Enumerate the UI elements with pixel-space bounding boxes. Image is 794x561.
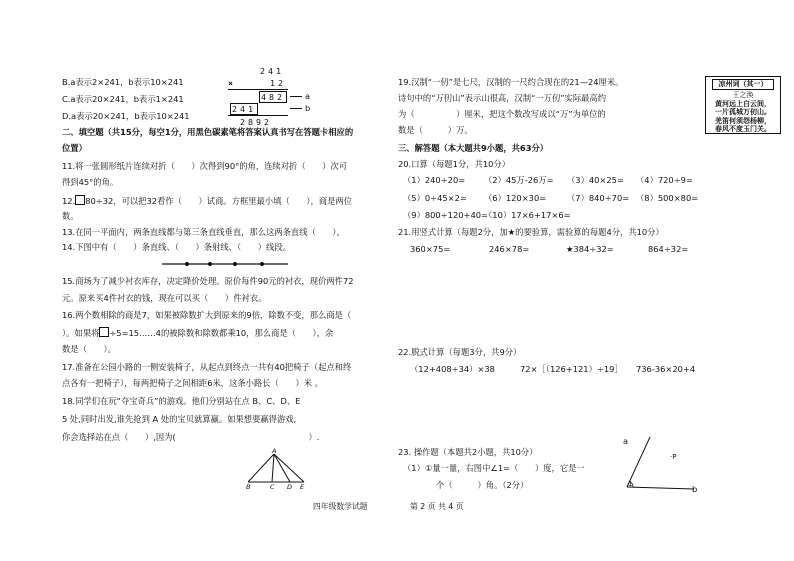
section-2-title: 二、填空题（共15分，每空1分，用黑色碳素笔将答案认真书写在答题卡相应的 — [62, 127, 354, 137]
blank-square-icon — [75, 195, 85, 205]
poem-line-4: 春风不度玉门关。 — [715, 125, 771, 134]
option-c: C.a表示20×241，b表示1×241 — [62, 94, 184, 104]
vertical-calc-1: 360×75= — [410, 244, 451, 254]
poem-line-1: 黄河远上白云间， — [715, 99, 771, 108]
calc-2: （2）45万-26万= — [484, 175, 554, 185]
point-b-label: B — [246, 483, 251, 491]
calc-6: （6）120×30= — [484, 193, 547, 203]
q17-line1: 17.准备在公园小路的一侧安装椅子，从起点到终点一共有40把椅子（起点和终 — [62, 362, 352, 372]
q19-line4: 数是（ ）万。 — [398, 125, 473, 135]
calc-4: （4）720÷9= — [636, 175, 693, 185]
q23-title: 23. 操作题（本题共2小题，共10分） — [398, 447, 538, 457]
poem-title: 凉州词（其一） — [712, 79, 774, 90]
q15-line2: 元。原来买4件衬衣的钱，现在可以买（ ）件衬衣。 — [62, 293, 267, 303]
q16-line1: 16.两个数相除的商是7，如果被除数扩大到原来的9倍，除数不变，那么商是（ — [62, 310, 352, 320]
mult-partial-2: 241 — [232, 104, 256, 114]
step-calc-2: 72×［（126+121）÷19］ — [520, 364, 623, 374]
q18-line1: 18.同学们在玩“夺宝奇兵”的游戏。他们分别站在点 B、C、D、E — [62, 396, 301, 406]
mult-top: 241 — [260, 66, 284, 76]
step-calc-1: （12+408÷34）×38 — [410, 364, 495, 374]
q16-line3: 数是（ ）。 — [62, 344, 116, 354]
mult-multiplier: 12 — [270, 78, 286, 88]
line-segment-diagram — [160, 258, 290, 270]
arrow-b-label: b — [305, 103, 311, 113]
calc-8: （8）500×80= — [636, 193, 699, 203]
calc-5: （5）0÷45×2= — [403, 193, 467, 203]
vertical-calc-2: 246×78= — [489, 244, 530, 254]
arrow-b-line — [290, 108, 302, 109]
vertical-calc-3: ★384÷32= — [566, 244, 614, 254]
calc-1: （1）240÷20= — [403, 175, 466, 185]
q12-number: 12. — [62, 196, 76, 206]
arrow-a-label: a — [305, 91, 311, 101]
q21-title: 21.用竖式计算（每题2分，加★的要验算，需验算的每题4分，共10分） — [398, 227, 664, 237]
calc-9: （9）800÷120+40= — [403, 210, 488, 220]
q16-line2 — [62, 327, 333, 338]
angle-1-label: 1 — [628, 480, 633, 488]
q12-line1 — [62, 195, 352, 206]
vertical-calc-4: 864÷32= — [648, 244, 689, 254]
q12-text: 80÷32，可以把32看作（ ）试商。方框里最小填（ ），商是两位 — [85, 196, 352, 206]
section-3-title: 三、解答题（本大题共9小题，共63分） — [398, 143, 549, 153]
blank-square-icon — [99, 327, 109, 337]
ray-a-label: a — [623, 436, 629, 446]
q14: 14.下图中有（ ）条直线、（ ）条射线、（ ）线段。 — [62, 242, 291, 252]
poem-line-2: 一片孤城万仞山。 — [715, 108, 771, 117]
q16-text-b: ÷5=15……4的被除数和除数都乘10，那么商是（ ），余 — [109, 328, 334, 338]
q17-line2: 点各有一把椅子），每两把椅子之间相距6米，这条小路长（ ）米 。 — [62, 378, 323, 388]
ray-b-label: b — [692, 484, 698, 494]
option-b: B.a表示2×241，b表示10×241 — [62, 77, 184, 87]
mult-sign: × — [228, 78, 233, 88]
q23-1-line1: （1）①量一量，右图中∠1=（ ）度，它是一 — [403, 463, 585, 473]
point-e-label: E — [300, 483, 305, 491]
q20-title: 20.口算（每题1分，共10分） — [398, 159, 511, 169]
q18-line3: 你会选择站在点（ ）,因为( ）. — [62, 432, 320, 442]
poem-line-3: 羌笛何须怨杨柳， — [715, 116, 771, 125]
calc-3: （3）40×25= — [567, 175, 624, 185]
q11-line2: 得到45°的角。 — [62, 177, 119, 187]
point-c-label: C — [270, 483, 275, 491]
footer-page-number: 第 2 页 共 4 页 — [410, 502, 464, 511]
point-p-label: ·P — [670, 453, 677, 461]
q22-title: 22.脱式计算（每题3分，共9分） — [398, 347, 522, 357]
arrow-a-line — [290, 96, 302, 97]
mult-result: 2892 — [240, 117, 272, 127]
point-a-label: A — [272, 447, 277, 455]
poem-box — [705, 76, 781, 134]
q11-line1: 11.将一张圆形纸片连续对折（ ）次得到90°的角，连续对折（ ）次可 — [62, 161, 348, 171]
point-d-label: D — [287, 483, 293, 491]
q19-line1: 19.汉制“一仞”是七尺，汉制的一尺约合现在的21—24厘米。 — [398, 77, 624, 87]
calc-10: （10）17×6+17×6= — [484, 210, 571, 220]
q13: 13.在同一平面内，两条直线都与第三条直线垂直，那么这两条直线（ ）。 — [62, 227, 345, 237]
q23-1-line2: 个（ ）角。（2分） — [436, 480, 529, 490]
q19-line3: 为（ ）厘米，把这个数改写成以“万”为单位的 — [398, 109, 606, 119]
q19-line2: 诗句中的“万仞山”表示山很高，汉制“一万仞”实际最高约 — [398, 93, 607, 103]
mult-partial-1: 482 — [261, 92, 285, 102]
footer-subject: 四年级数学试题 — [313, 502, 368, 511]
q12-line2: 数。 — [62, 211, 79, 221]
calc-7: （7）840÷70= — [567, 193, 630, 203]
mult-rule-1 — [228, 89, 288, 90]
q15-line1: 15.商场为了减少衬衣库存，决定降价处理。原价每件90元的衬衣，现价两件72 — [62, 276, 354, 286]
q18-line2: 5 处,同时出发,谁先抢到 A 处的宝贝就算赢。如果想要赢得游戏, — [62, 414, 297, 424]
option-d: D.a表示20×241，b表示10×241 — [62, 111, 190, 121]
mult-rule-2 — [228, 115, 288, 116]
step-calc-3: 736-36×20+4 — [636, 364, 696, 374]
section-2-title-cont: 位置） — [62, 143, 87, 153]
multiplication-diagram — [226, 66, 316, 127]
poem-author: 王之涣 — [732, 91, 754, 99]
q16-text-a: ）。如果将 — [62, 328, 100, 338]
